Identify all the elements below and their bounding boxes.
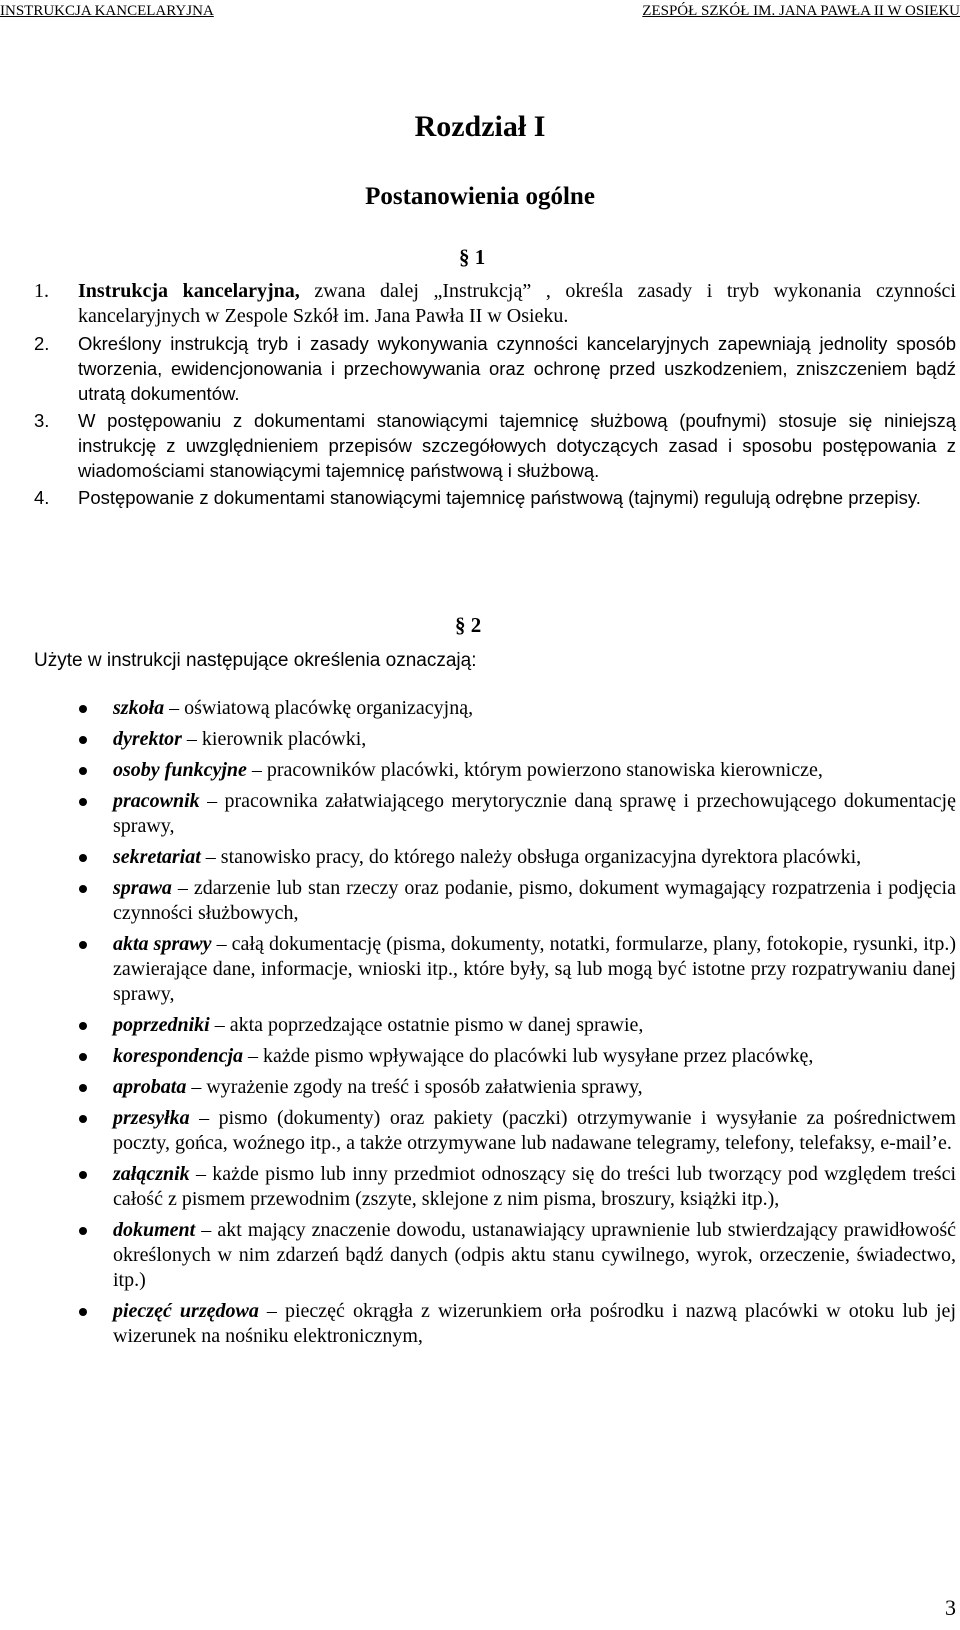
definition-term: akta sprawy: [113, 933, 212, 955]
definition-term: dokument: [113, 1219, 196, 1241]
bullet-icon: [79, 1227, 87, 1235]
chapter-subtitle: Postanowienia ogólne: [365, 183, 595, 210]
bullet-icon: [79, 705, 87, 713]
definition-text: – każde pismo lub inny przedmiot odnoszący się do treści lub tworzący pod względem treści całość z pismem przewodnim (zszyte, sklejone z nim pisma, broszury, książki itp.),: [113, 1163, 956, 1210]
list-item: [113, 932, 956, 1007]
bullet-icon: [79, 1022, 87, 1030]
definitions-body: [113, 696, 956, 1355]
bullet-icon: [79, 798, 87, 806]
page-number: 3: [945, 1595, 956, 1620]
list-item: [113, 845, 956, 870]
list-item: [113, 1075, 956, 1100]
definition-term: aprobata: [113, 1076, 187, 1098]
bullet-icon: [79, 885, 87, 893]
bullet-icon: [79, 736, 87, 744]
list-item: [113, 1044, 956, 1069]
definition-text: – pracowników placówki, którym powierzono stanowiska kierownicze,: [246, 759, 823, 781]
list-item: [113, 1106, 956, 1156]
definition-term: przesyłka: [113, 1107, 190, 1129]
definition-text: – oświatową placówkę organizacyjną,: [164, 697, 474, 719]
list-item: [113, 789, 956, 839]
list-item: [34, 279, 956, 329]
list-item: [113, 727, 956, 752]
chapter-title: Rozdział I: [414, 110, 546, 143]
bullet-icon: [79, 1171, 87, 1179]
list-item: [34, 331, 956, 406]
header-school-name: ZESPÓŁ SZKÓŁ IM. JANA PAWŁA II W OSIEKU: [642, 3, 960, 19]
bullet-icon: [79, 1084, 87, 1092]
item-number: 4.: [34, 487, 50, 508]
definition-term: załącznik: [113, 1163, 190, 1185]
definition-term: dyrektor: [113, 728, 182, 750]
bullet-icon: [79, 767, 87, 775]
definition-text: – zdarzenie lub stan rzeczy oraz podanie, pismo, dokument wymagający rozpatrzenia i podjęcia czynności służbowych,: [113, 877, 956, 924]
bullet-icon: [79, 941, 87, 949]
list-item: [113, 1299, 956, 1349]
definition-text: – akt mający znaczenie dowodu, ustanawiający uprawnienie lub stwierdzający prawidłowość określonych w nim zdarzeń bądź danych (odpis aktu stanu cywilnego, wyrok, orzeczenie, świadectwo, itp.): [113, 1219, 956, 1291]
item-text: W postępowaniu z dokumentami stanowiącymi tajemnicę służbową (poufnymi) stosuje się niniejszą instrukcję z uwzględnieniem przepisów szczegółowych dotyczących zasad i sposobu postępowania z wiadomościami stanowiącymi tajemnicę państwową i służbową.: [78, 410, 956, 481]
section-1-mark: § 1: [459, 245, 486, 269]
header-document-title: INSTRUKCJA KANCELARYJNA: [0, 3, 214, 19]
definition-text: – pieczęć okrągła z wizerunkiem orła pośrodku i nazwą placówki w otoku lub jej wizerunek na nośniku elektronicznym,: [113, 1300, 956, 1347]
item-text: Określony instrukcją tryb i zasady wykonywania czynności kancelaryjnych zapewniają jednolity sposób tworzenia, ewidencjonowania i przechowywania oraz ochronę przed uszkodzeniem, zniszczeniem bądź utratą dokumentów.: [78, 333, 956, 404]
item-text: Postępowanie z dokumentami stanowiącymi tajemnicę państwową (tajnymi) regulują odrębne przepisy.: [78, 487, 921, 508]
item-number: 3.: [34, 410, 50, 431]
list-item: [113, 758, 956, 783]
section-1-body: [34, 279, 956, 512]
definition-term: osoby funkcyjne: [113, 759, 247, 781]
definition-term: poprzedniki: [113, 1014, 210, 1036]
definition-text: – całą dokumentację (pisma, dokumenty, notatki, formularze, plany, fotokopie, rysunki, itp.) zawierające dane, informacje, wnioski itp., które były, są lub mogą być istotne przy rozpatrywaniu danej sprawy,: [113, 933, 956, 1005]
list-item: [113, 696, 956, 721]
section-2-intro: Użyte w instrukcji następujące określenia oznaczają:: [34, 650, 477, 671]
list-item: [113, 876, 956, 926]
definition-term: korespondencja: [113, 1045, 243, 1067]
list-item: [34, 485, 956, 510]
definition-text: – każde pismo wpływające do placówki lub wysyłane przez placówkę,: [243, 1045, 814, 1067]
definition-text: – kierownik placówki,: [181, 728, 367, 750]
list-item: [34, 408, 956, 483]
page-header: [0, 0, 960, 22]
item-number: 2.: [34, 333, 50, 354]
definition-text: – pracownika załatwiającego merytorycznie daną sprawę i przechowującego dokumentację sprawy,: [113, 790, 956, 837]
definition-term: pracownik: [113, 790, 200, 812]
definition-text: – wyrażenie zgody na treść i sposób załatwienia sprawy,: [186, 1076, 643, 1098]
list-item: [113, 1218, 956, 1293]
item-number: 1.: [34, 280, 49, 302]
definition-text: – stanowisko pracy, do którego należy obsługa organizacyjna dyrektora placówki,: [200, 846, 862, 868]
definitions-list: [113, 696, 956, 1349]
list-item: [113, 1162, 956, 1212]
section-2-mark: § 2: [455, 613, 482, 637]
bullet-icon: [79, 854, 87, 862]
bullet-icon: [79, 1308, 87, 1316]
definition-text: – pismo (dokumenty) oraz pakiety (paczki) otrzymywanie i wysyłanie za pośrednictwem poczty, gońca, woźnego itp., a także otrzymywane lub nadawane telegramy, telefony, telefaksy, e-mail’e.: [113, 1107, 956, 1154]
bullet-icon: [79, 1115, 87, 1123]
section-1-list: [34, 279, 956, 510]
definition-term: sprawa: [113, 877, 172, 899]
item-term: Instrukcja kancelaryjna,: [78, 280, 300, 302]
definition-text: – akta poprzedzające ostatnie pismo w danej sprawie,: [209, 1014, 644, 1036]
definition-term: sekretariat: [113, 846, 201, 868]
bullet-icon: [79, 1053, 87, 1061]
definition-term: szkoła: [113, 697, 165, 719]
item-text: zwana dalej „Instrukcją” , określa zasady i tryb wykonania czynności kancelaryjnych w Zespole Szkół im. Jana Pawła II w Osieku.: [78, 280, 956, 327]
definition-term: pieczęć urzędowa: [113, 1300, 259, 1322]
list-item: [113, 1013, 956, 1038]
